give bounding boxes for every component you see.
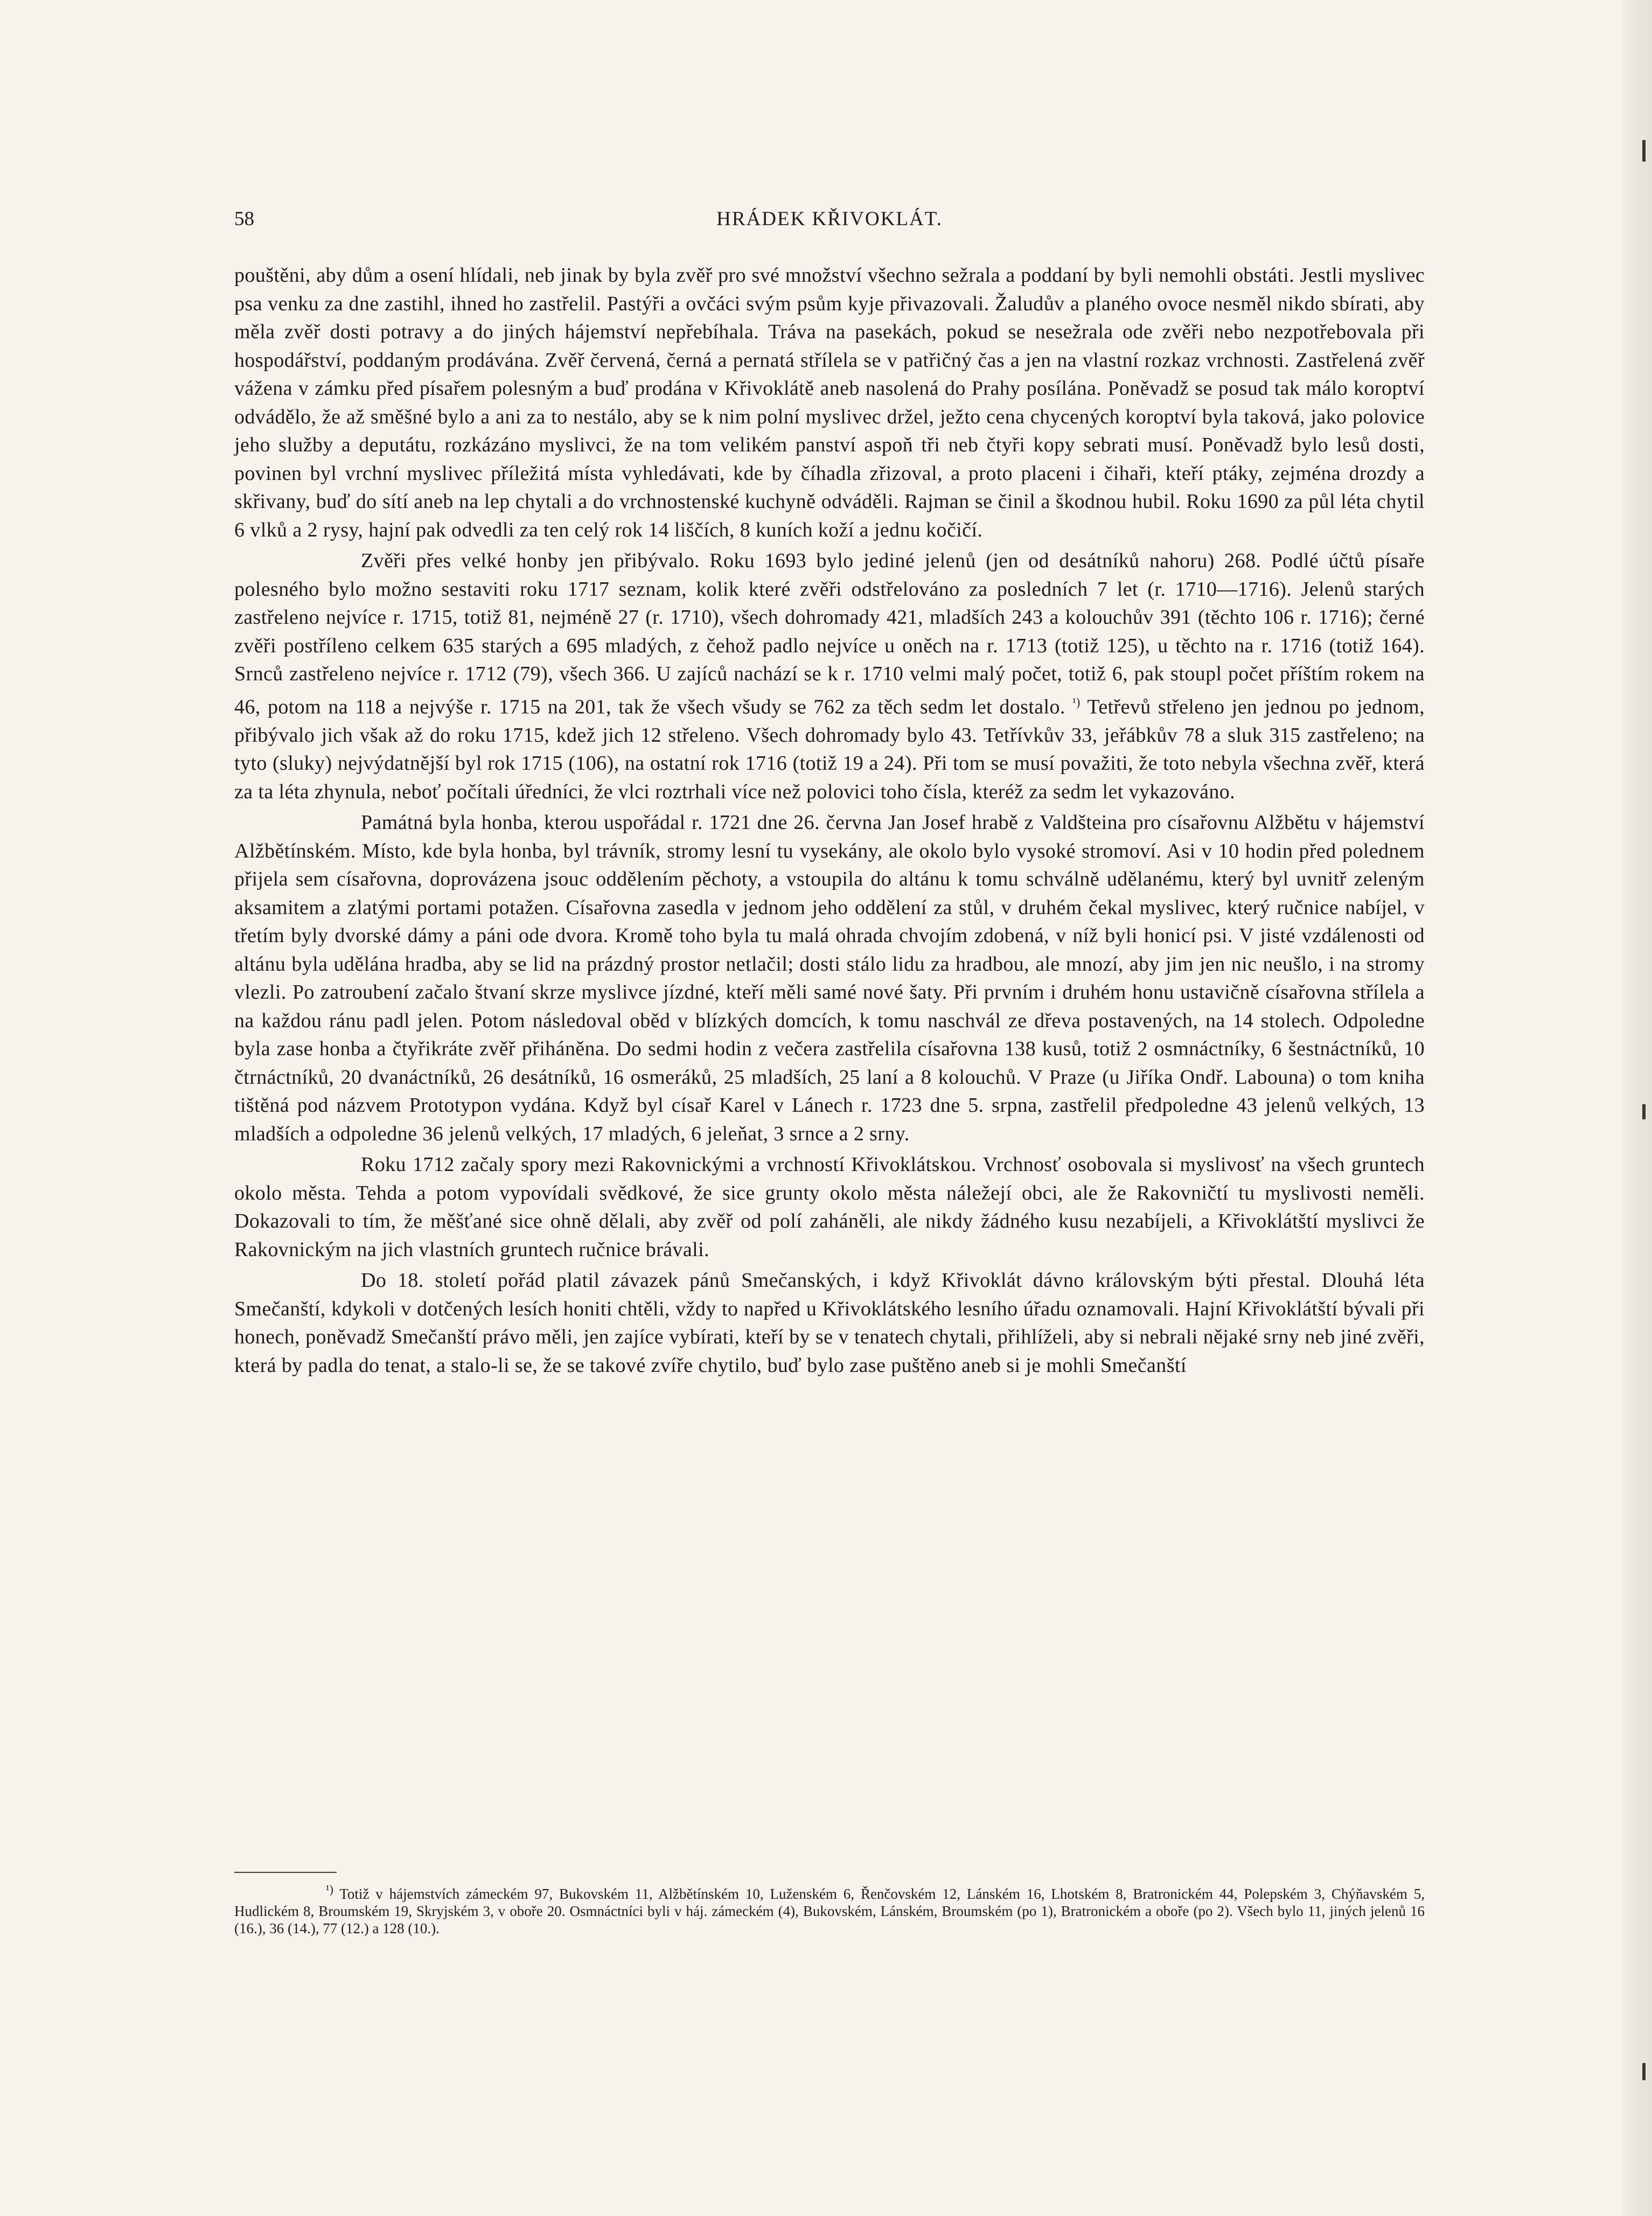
paragraph-5: Do 18. století pořád platil závazek pánů Smečanských, i když Křivoklát dávno královským býti přestal. Dlouhá léta Smečanští, kdykoli v dotčených lesích honiti chtěli, vždy to napřed u Křivoklátského lesního úřadu oznamovali. Hajní Křivoklátští bývali při honech, poněvadž Smečanští právo měli, jen zajíce vybírati, kteří by se v tenatech chytali, přihlíželi, aby si nebrali nějaké srny neb jiné zvěři, která by padla do tenat, a stalo-li se, že se takové zvíře chytilo, buď bylo zase puštěno aneb si je mohli Smečanští [234,1269,1425,1377]
scan-mark [1642,2063,1646,2080]
page-header [234,207,1425,240]
paragraph-4: Roku 1712 začaly spory mezi Rakovnickými a vrchností Křivoklátskou. Vrchnosť osobovala si myslivosť na všech gruntech okolo města. Tehda a potom vypovídali svědkové, že sice grunty okolo města náležejí obci, ale že Rakovničtí tu myslivosti neměli. Dokazovali to tím, že měšťané sice ohně dělali, aby zvěř od polí zaháněli, ale nikdy žádného kusu nezabíjeli, a Křivoklátští myslivci že Rakovnickým na jich vlastních gruntech ručnice brávali. [234,1153,1425,1261]
paragraph-2-continuation: Tetřevů střeleno jen jednou po jednom, přibývalo jich však až do roku 1715, kdež jich 12 střeleno. Všech dohromady bylo 43. Tetřívkův 33, jeřábkův 78 a sluk 315 zastřeleno; na tyto (sluky) nejvýdatnější byl rok 1715 (106), na ostatní rok 1716 (totiž 19 a 24). Při tom se musí považiti, že toto nebyla všechna zvěř, která za ta léta zhynula, neboť počítali úředníci, že vlci roztrhali více než polovici toho čísla, kteréž za sedm let vykazováno. [234,695,1425,803]
footnote [234,1881,1425,1937]
scan-mark [1642,1104,1646,1119]
paragraph-2-text: Zvěři přes velké honby jen přibývalo. Roku 1693 bylo jediné jelenů (jen od desátníků nahoru) 268. Podlé účtů písaře polesného bylo možno sestaviti roku 1717 seznam, kolik které zvěři odstřelováno za posledních 7 let (r. 1710—1716). Jelenů starých zastřeleno nejvíce r. 1715, totiž 81, nejméně 27 (r. 1710), všech dohromady 421, mladších 243 a kolouchův 391 (těchto 106 r. 1716); černé zvěři postříleno celkem 635 starých a 695 mladých, z čehož padlo nejvíce u oněch na r. 1713 (totiž 125), u těchto na r. 1716 (totiž 164). Srnců zastřeleno nejvíce r. 1712 (79), všech 366. U zajíců nachází se k r. 1710 velmi malý počet, totiž 6, pak stoupl počet příštím rokem na 46, potom na 118 a nejvýše r. 1715 na 201, tak že všech všudy se 762 za těch sedm let dostalo. [234,549,1425,719]
paragraph-3: Památná byla honba, kterou uspořádal r. 1721 dne 26. června Jan Josef hrabě z Valdšteina pro císařovnu Alžbětu v hájemství Alžbětínském. Místo, kde byla honba, byl trávník, stromy lesní tu vysekány, ale okolo bylo vysoké stromoví. Asi v 10 hodin před polednem přijela sem císařovna, doprovázena jsouc oddělením pěchoty, a vstoupila do altánu k tomu schválně udělanému, který byl uvnitř zeleným aksamitem a zlatými portami potažen. Císařovna zasedla v jednom jeho oddělení za stůl, v druhém čekal myslivec, který ručnice nabíjel, v třetím byly dvorské dámy a páni ode dvora. Kromě toho byla tu malá ohrada chvojím zdobená, v níž byli honicí psi. V jisté vzdálenosti od altánu byla udělána hradba, aby se lid na prázdný prostor netlačil; dosti stálo lidu za hradbou, ale mnozí, aby jim jen nic neušlo, i na stromy vlezli. Po zatroubení začalo štvaní skrze myslivce jízdné, kteří měli samé nové šaty. Při prvním i druhém honu ustavičně císařovna střílela a na každou ránu padl jelen. Potom následoval oběd v blízkých domcích, k tomu naschvál ze dřeva postavených, na 14 stolech. Odpoledne byla zase honba a čtyřikráte zvěř přiháněna. Do sedmi hodin z večera zastřelila císařovna 138 kusů, totiž 2 osmnáctníky, 6 šestnáctníků, 10 čtrnáctníků, 20 dvanáctníků, 26 desátníků, 16 osmeráků, 25 mladších, 25 laní a 8 kolouchů. V Praze (u Jiříka Ondř. Labouna) o tom kniha tištěná pod názvem Prototypon vydána. Když byl císař Karel v Lánech r. 1723 dne 5. srpna, zastřelil předpoledne 43 jelenů velkých, 13 mladších a odpoledne 36 jelenů velkých, 17 mladých, 6 jeleňat, 3 srnce a 2 srny. [234,811,1425,1145]
text-body [234,261,1425,1379]
running-head: HRÁDEK KŘIVOKLÁT. [716,208,943,230]
footnote-reference: ¹) [1072,695,1081,709]
scan-mark [1642,140,1646,162]
paragraph-2 [234,547,1425,806]
scan-edge [1622,0,1652,2216]
paragraph-1: pouštěni, aby dům a osení hlídali, neb jinak by byla zvěř pro své množství všechno sežrala a poddaní by byli nemohli obstáti. Jestli myslivec psa venku za dne zastihl, ihned ho zastřelil. Pastýři a ovčáci svým psům kyje přivazovali. Žaludův a planého ovoce nesměl nikdo sbírati, aby měla zvěř dosti potravy a do jiných hájemství nepřebíhala. Tráva na pasekách, pokud se nesežrala ode zvěři nebo nezpotřebovala při hospodářství, poddaným prodávána. Zvěř červená, černá a pernatá střílela se v patřičný čas a jen na vlastní rozkaz vrchnosti. Zastřelená zvěř vážena v zámku před písařem polesným a buď prodána v Křivoklátě aneb nasolená do Prahy posílána. Poněvadž se posud tak málo koroptví odvádělo, že až směšné bylo a ani za to nestálo, aby se k nim polní myslivec držel, ježto cena chycených koroptví byla taková, jako polovice jeho služby a deputátu, rozkázáno myslivci, že na tom velikém panství aspoň tři neb čtyři kopy sebrati musí. Poněvadž bylo lesů dosti, povinen byl vrchní myslivec příležitá místa vyhledávati, kde by číhadla zřizoval, a proto placeni i čihaři, kteří ptáky, zejména drozdy a skřivany, buď do sítí aneb na lep chytali a do vrchnostenské kuchyně odváděli. Rajman se činil a škodnou hubil. Roku 1690 za půl léta chytil 6 vlků a 2 rysy, hajní pak odvedli za ten celý rok 14 liščích, 8 kuních koží a jednu kočičí. [234,264,1425,541]
footnote-rule [234,1872,337,1873]
page-number: 58 [234,208,254,230]
footnote-marker: ¹) [326,1883,333,1896]
footnote-text: Totiž v hájemstvích zámeckém 97, Bukovském 11, Alžbětínském 10, Luženském 6, Řenčovském 12, Lánském 16, Lhotském 8, Bratronickém 44, Polepském 3, Chýňavském 5, Hudlickém 8, Broumském 19, Skryjském 3, v oboře 20. Osmnáctníci byli v háj. zámeckém (4), Bukovském, Lánském, Broumském (po 1), Bratronickém a oboře (po 2). Všech bylo 11, jiných jelenů 16 (16.), 36 (14.), 77 (12.) a 128 (10.). [234,1886,1425,1936]
